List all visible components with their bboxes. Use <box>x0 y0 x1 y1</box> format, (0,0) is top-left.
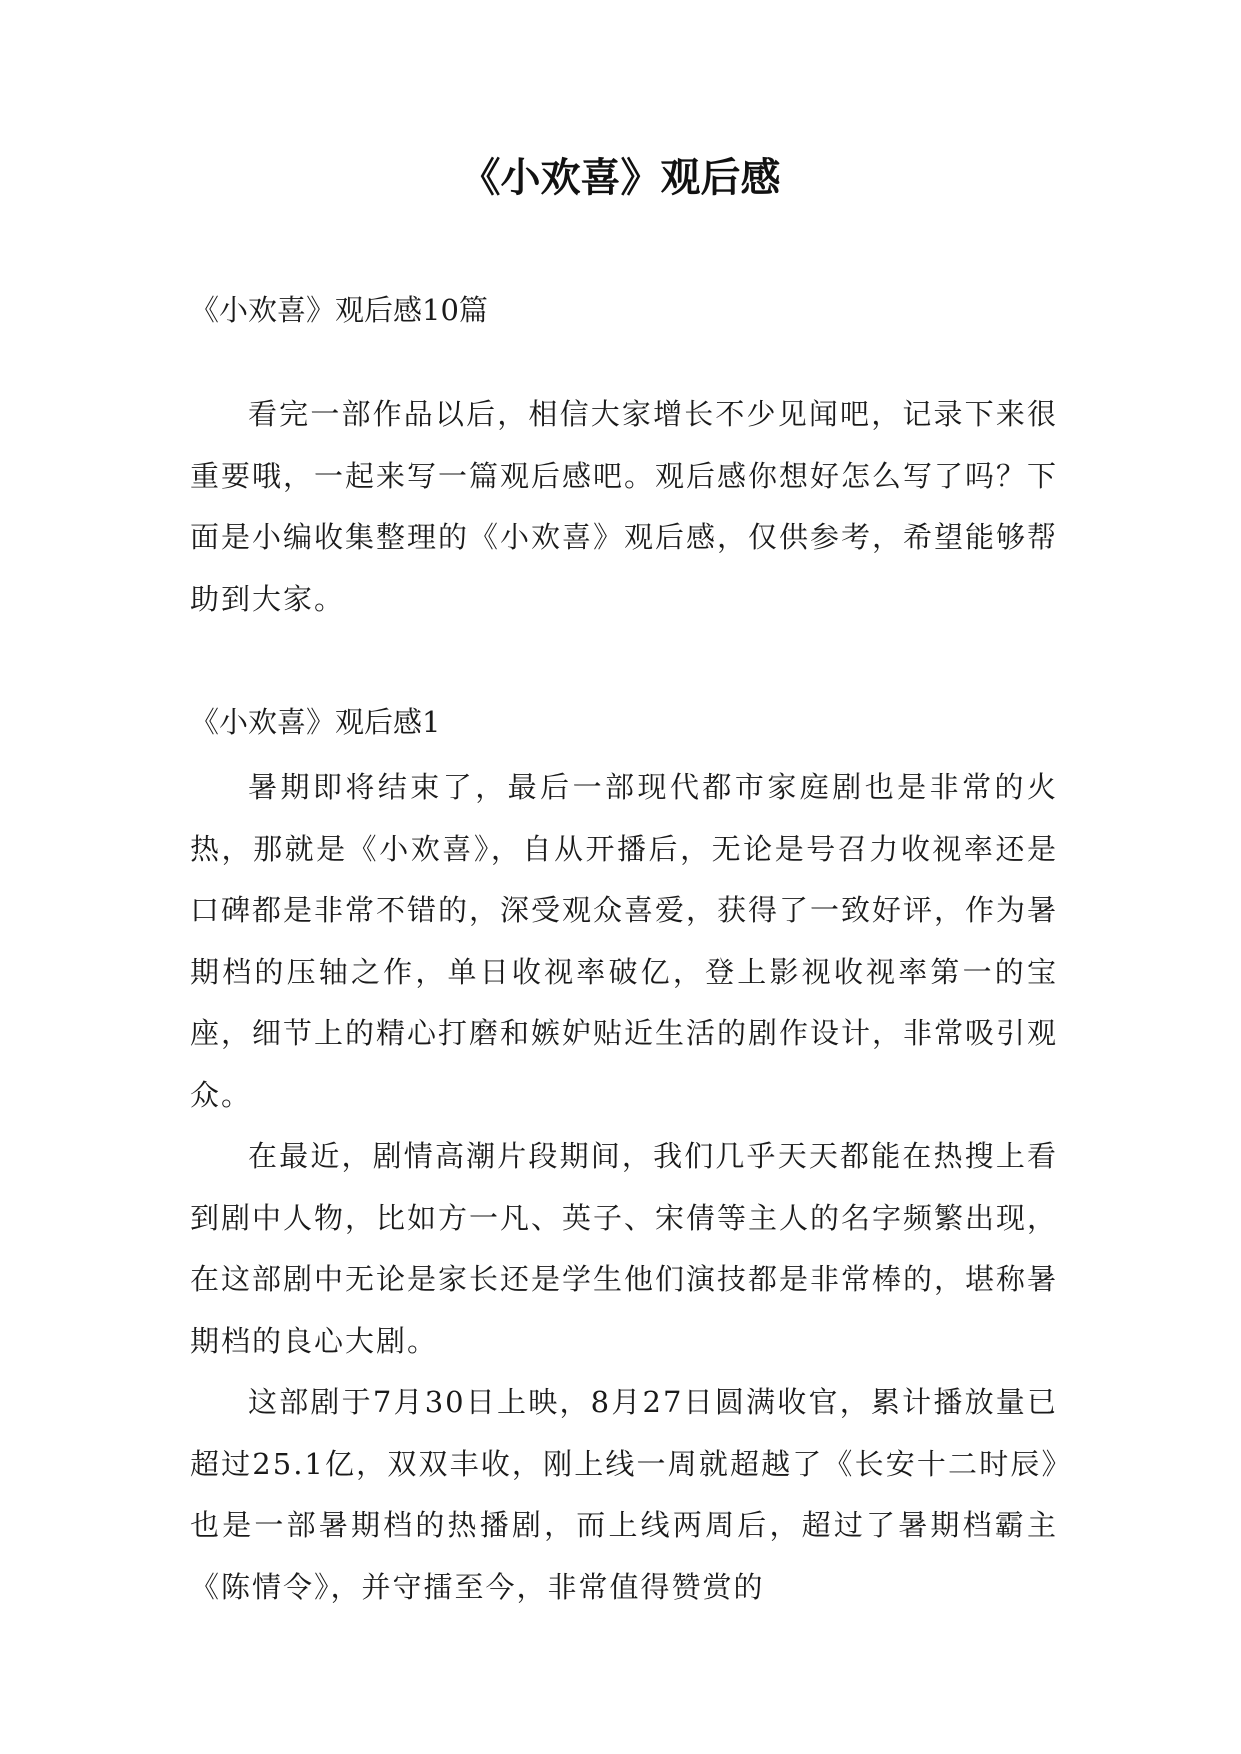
body-paragraph: 在最近，剧情高潮片段期间，我们几乎天天都能在热搜上看到剧中人物，比如方一凡、英子、宋倩等主人的名字频繁出现，在这部剧中无论是家长还是学生他们演技都是非常棒的，堪称暑期档的良心大剧。 <box>190 1139 1059 1358</box>
intro-block <box>190 384 1058 630</box>
section-body <box>190 757 1058 1618</box>
intro-paragraph: 看完一部作品以后，相信大家增长不少见闻吧，记录下来很重要哦，一起来写一篇观后感吧。观后感你想好怎么写了吗？下面是小编收集整理的《小欢喜》观后感，仅供参考，希望能够帮助到大家。 <box>190 397 1059 616</box>
body-paragraph: 暑期即将结束了，最后一部现代都市家庭剧也是非常的火热，那就是《小欢喜》，自从开播后，无论是号召力收视率还是口碑都是非常不错的，深受观众喜爱，获得了一致好评，作为暑期档的压轴之作，单日收视率破亿，登上影视收视率第一的宝座，细节上的精心打磨和嫉妒贴近生活的剧作设计，非常吸引观众。 <box>190 770 1059 1112</box>
document-title: 《小欢喜》观后感 <box>460 155 781 201</box>
body-paragraph: 这部剧于7月30日上映，8月27日圆满收官，累计播放量已超过25.1亿，双双丰收，刚上线一周就超越了《长安十二时辰》也是一部暑期档的热播剧，而上线两周后，超过了暑期档霸主《陈情令》，并守擂至今，非常值得赞赏的 <box>190 1385 1058 1604</box>
document-subtitle: 《小欢喜》观后感10篇 <box>190 293 488 327</box>
section-heading: 《小欢喜》观后感1 <box>190 705 441 739</box>
